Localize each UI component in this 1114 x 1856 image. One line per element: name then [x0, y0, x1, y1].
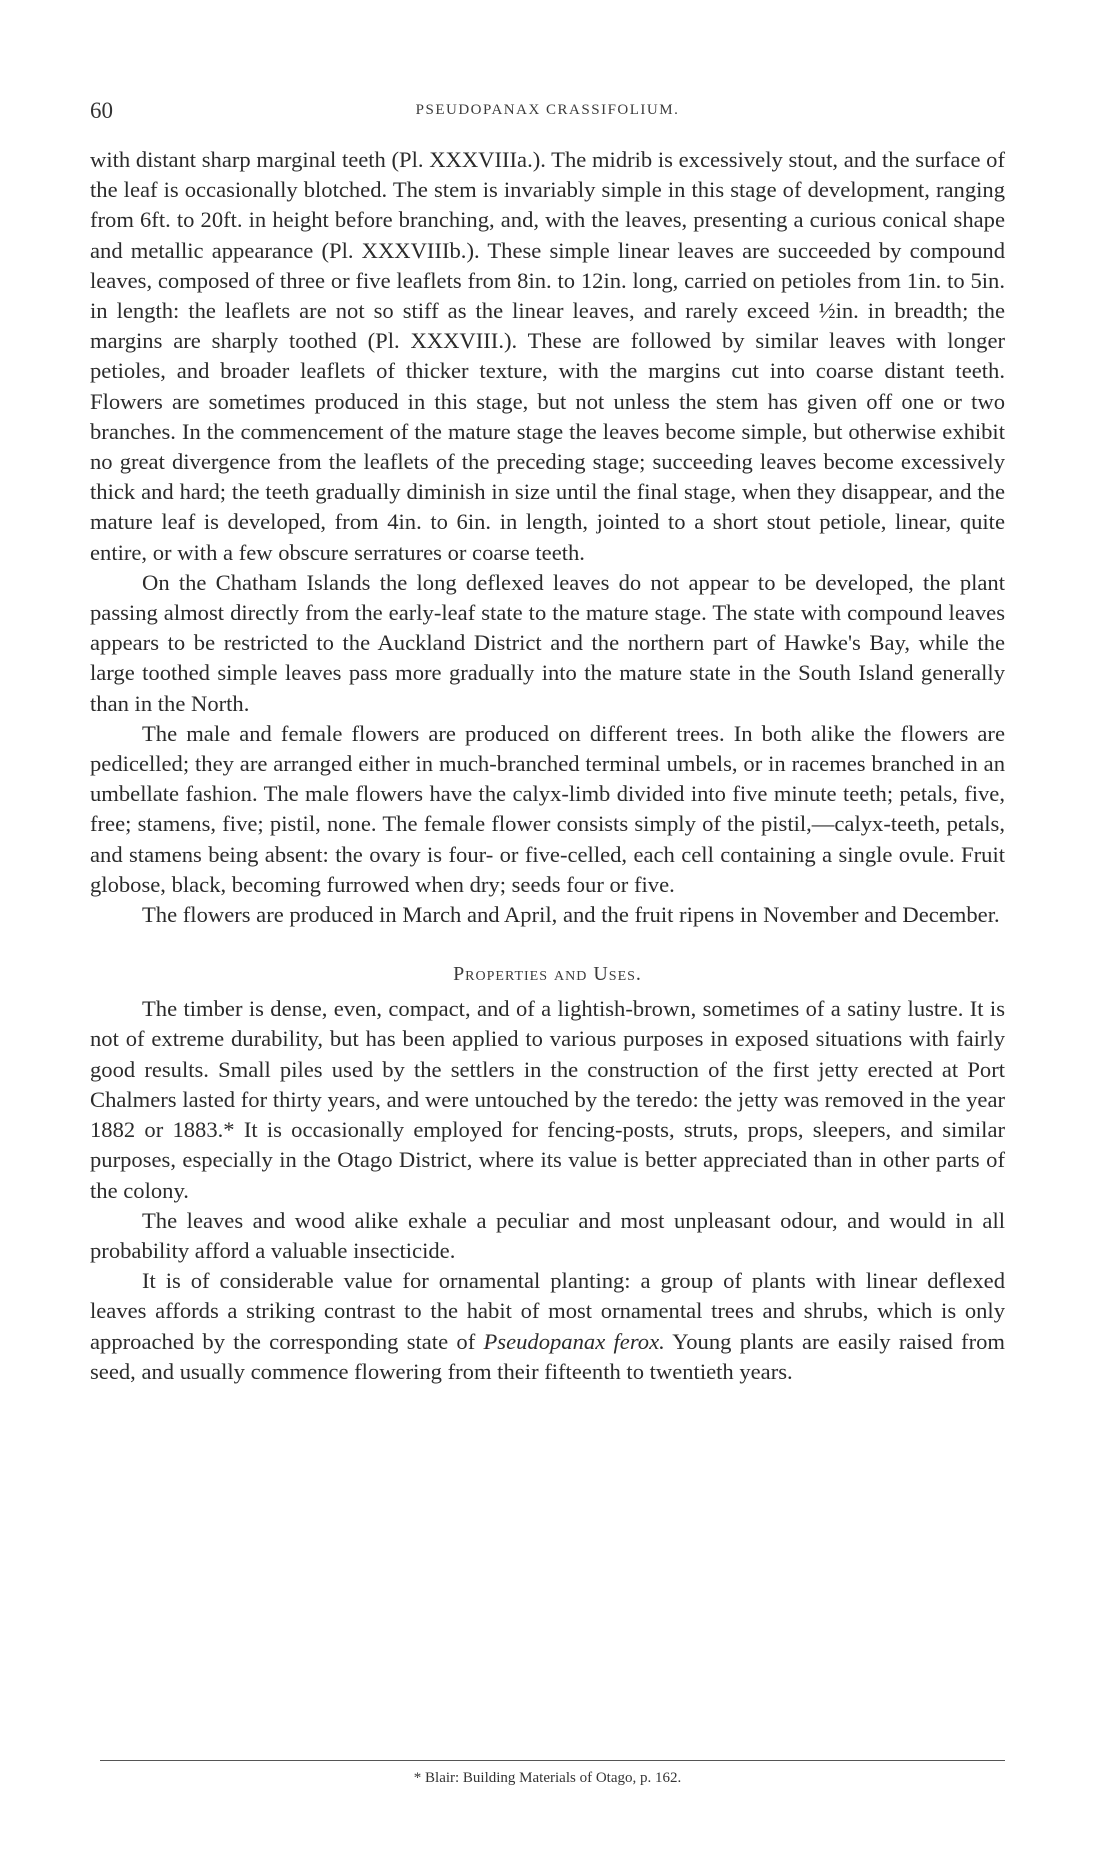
paragraph: with distant sharp marginal teeth (Pl. XXXVIIIa.). The midrib is excessively stout, and the surface of the leaf is occasionally blotched. The stem is invariably simple in this stage of development, ranging from 6ft. to 20ft. in height before branching, and, with the leaves, presenting a curious conical shape and metallic appearance (Pl. XXXVIIIb.). These simple linear leaves are succeeded by compound leaves, composed of three or five leaflets from 8in. to 12in. long, carried on petioles from 1in. to 5in. in length: the leaflets are not so stiff as the linear leaves, and rarely exceed ½in. in breadth; the margins are sharply toothed (Pl. XXXVIII.). These are followed by similar leaves with longer petioles, and broader leaflets of thicker texture, with the margins cut into coarse distant teeth. Flowers are sometimes produced in this stage, but not unless the stem has given off one or two branches. In the commencement of the mature stage the leaves become simple, but otherwise exhibit no great divergence from the leaflets of the preceding stage; succeeding leaves become excessively thick and hard; the teeth gradually diminish in size until the final stage, when they disappear, and the mature leaf is developed, from 4in. to 6in. in length, jointed to a short stout petiole, linear, quite entire, or with a few obscure serratures or coarse teeth. — [90, 147, 1005, 565]
species-name: Pseudopanax ferox. — [483, 1328, 665, 1354]
page-number: 60 — [90, 98, 113, 123]
paragraph-text: Young plants are easily raised from seed, and usually commence flowering from their fifteenth to twentieth years. — [90, 1328, 1005, 1384]
paragraph — [90, 1266, 1005, 1387]
footnote: * Blair: Building Materials of Otago, p. 162. — [413, 1770, 682, 1786]
paragraph: On the Chatham Islands the long deflexed leaves do not appear to be developed, the plant passing almost directly from the early-leaf state to the mature stage. The state with compound leaves appears to be restricted to the Auckland District and the northern part of Hawke's Bay, while the large toothed simple leaves pass more gradually into the mature state in the South Island generally than in the North. — [90, 569, 1005, 716]
paragraph-text: It is of considerable value for ornamental planting: a group of plants with linear deflexed leaves affords a striking contrast to the habit of most ornamental trees and shrubs, which is only approached by the corresponding state of — [90, 1268, 1005, 1354]
body-text — [90, 145, 1005, 1387]
paragraph: The timber is dense, even, compact, and of a lightish-brown, sometimes of a satiny lustre. It is not of extreme durability, but has been applied to various purposes in exposed situations with fairly good results. Small piles used by the settlers in the construction of the first jetty erected at Port Chalmers lasted for thirty years, and were untouched by the teredo: the jetty was removed in the year 1882 or 1883.* It is occasionally employed for fencing-posts, struts, props, sleepers, and similar purposes, especially in the Otago District, where its value is better appreciated than in other parts of the colony. — [90, 996, 1005, 1203]
footnote-divider — [100, 1760, 1005, 1761]
paragraph: The male and female flowers are produced on different trees. In both alike the flowers are pedicelled; they are arranged either in much-branched terminal umbels, or in racemes branched in an umbellate fashion. The male flowers have the calyx-limb divided into five minute teeth; petals, five, free; stamens, five; pistil, none. The female flower consists simply of the pistil,—calyx-teeth, petals, and stamens being absent: the ovary is four- or five-celled, each cell containing a single ovule. Fruit globose, black, becoming furrowed when dry; seeds four or five. — [90, 720, 1005, 897]
page-header — [90, 98, 1005, 128]
running-title: PSEUDOPANAX CRASSIFOLIUM. — [415, 102, 680, 118]
paragraph: The flowers are produced in March and April, and the fruit ripens in November and December. — [142, 902, 1000, 928]
paragraph: The leaves and wood alike exhale a peculiar and most unpleasant odour, and would in all probability afford a valuable insecticide. — [90, 1207, 1005, 1263]
section-heading: Properties and Uses. — [453, 963, 642, 986]
